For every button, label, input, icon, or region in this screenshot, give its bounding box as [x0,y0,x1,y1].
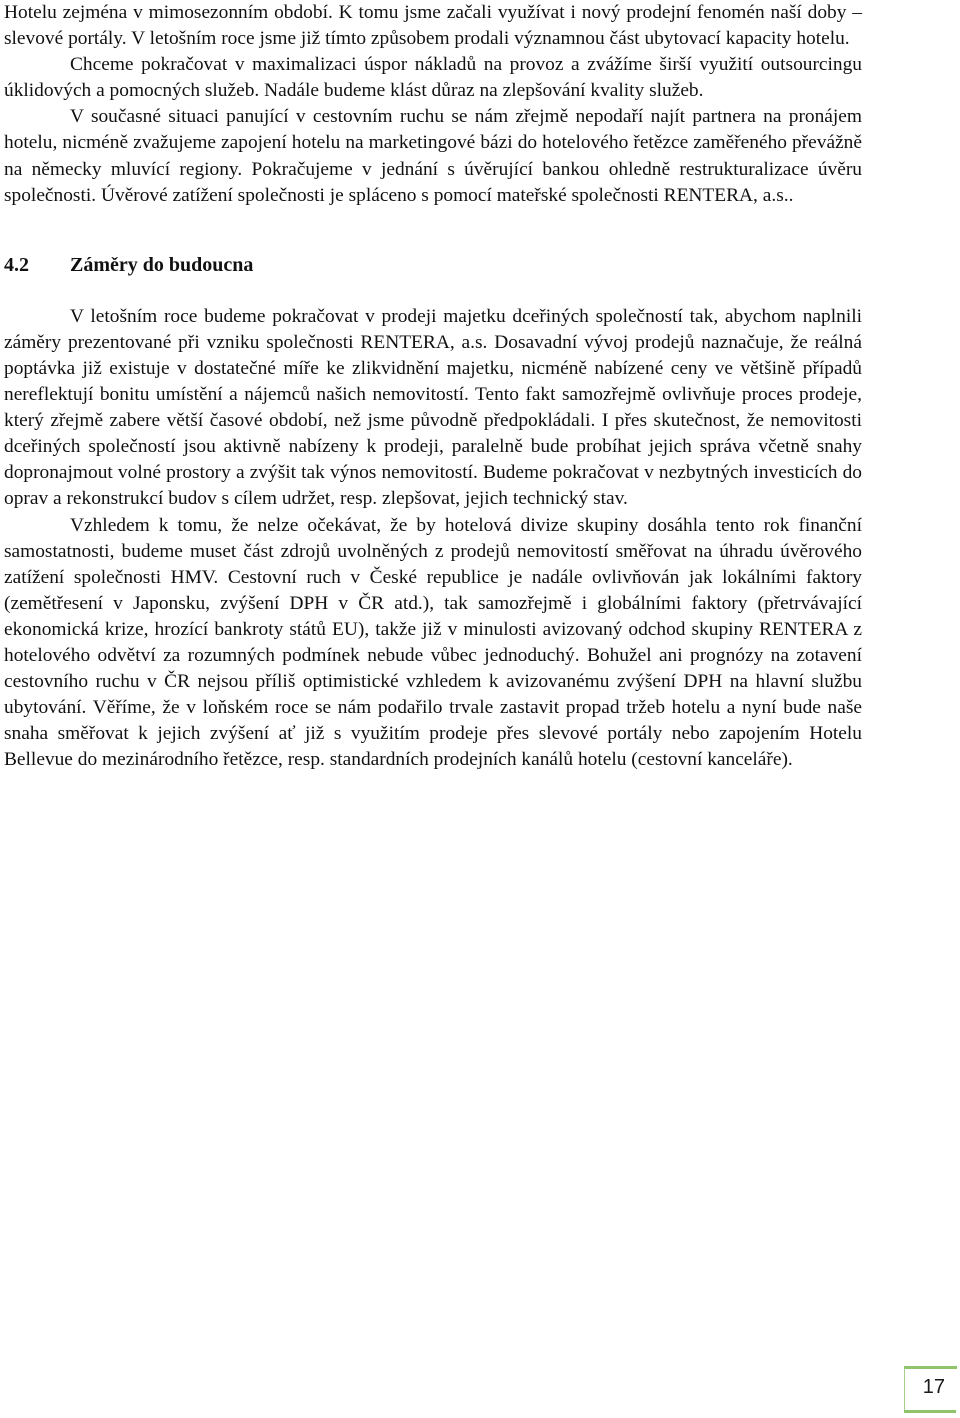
document-page [4,0,862,773]
section-title: Záměry do budoucna [70,253,254,276]
paragraph-hotel-sales: Hotelu zejména v mimosezonním období. K tomu jsme začali využívat i nový prodejní fenomén naší doby – slevové portály. V letošním roce jsme již tímto způsobem prodali významnou část ubytovací kapacity hotelu. [4,2,862,50]
paragraph-cost-savings: Chceme pokračovat v maximalizaci úspor nákladů na provoz a zvážíme širší využití outsourcingu úklidových a pomocných služeb. Nadále budeme klást důraz na zlepšování kvality služeb. [4,54,862,102]
section-spacer [4,278,862,304]
section-heading [4,252,862,278]
page-number: 17 [922,1376,945,1398]
paragraph-asset-sales: V letošním roce budeme pokračovat v prodeji majetku dceřiných společností tak, abychom naplnili záměry prezentované při vzniku společnosti RENTERA, a.s. Dosavadní vývoj prodejů naznačuje, že reálná poptávka již existuje v dostatečné míře ke zlikvidnění majetku, nicméně nabízené ceny ve většině případů nereflektují bonitu umístění a nájemců našich nemovitostí. Tento fakt samozřejmě ovlivňuje proces prodeje, který zřejmě zabere větší časové období, než jsme původně předpokládali. I přes skutečnost, že nemovitosti dceřiných společností jsou aktivně nabízeny k prodeji, paralelně bude probíhat jejich správa včetně snahy dopronajmout volné prostory a zvýšit tak výnos nemovitostí. Budeme pokračovat v nezbytných investicích do oprav a rekonstrukcí budov s cílem udržet, resp. zlepšovat, jejich technický stav. [4,305,862,510]
page-number-underline [904,1410,956,1413]
section-number: 4.2 [4,253,29,276]
paragraph-current-situation: V současné situaci panující v cestovním ruchu se nám zřejmě nepodaří najít partnera na pronájem hotelu, nicméně zvažujeme zapojení hotelu na marketingové bázi do hotelového řetězce zaměřeného převážně na německy mluvící regiony. Pokračujeme v jednání s úvěrující bankou ohledně restrukturalizace úvěru společnosti. Úvěrové zatížení společnosti je spláceno s pomocí mateřské společnosti RENTERA, a.s.. [4,106,862,206]
page-number-box [904,1366,957,1411]
paragraph-hotel-division: Vzhledem k tomu, že nelze očekávat, že by hotelová divize skupiny dosáhla tento rok finanční samostatnosti, budeme muset část zdrojů uvolněných z prodejů nemovitostí směřovat na úhradu úvěrového zatížení společnosti HMV. Cestovní ruch v České republice je nadále ovlivňován jak lokálními faktory (zemětřesení v Japonsku, zvýšení DPH v ČR atd.), tak samozřejmě i globálními faktory (přetrvávající ekonomická krize, hrozící bankroty států EU), takže již v minulosti avizovaný odchod skupiny RENTERA z hotelového odvětví za rozumných podmínek nebude vůbec jednoduchý. Bohužel ani prognózy na zotavení cestovního ruchu v ČR nejsou příliš optimistické vzhledem k avizovanému zvýšení DPH na hlavní službu ubytování. Věříme, že v loňském roce se nám podařilo trvale zastavit propad tržeb hotelu a nyní bude naše snaha směřovat k jejich zvýšení ať již s využitím prodeje přes slevové portály nebo zapojením Hotelu Bellevue do mezinárodního řetězce, resp. standardních prodejních kanálů hotelu (cestovní kanceláře). [4,514,862,771]
blank-line [4,209,862,235]
